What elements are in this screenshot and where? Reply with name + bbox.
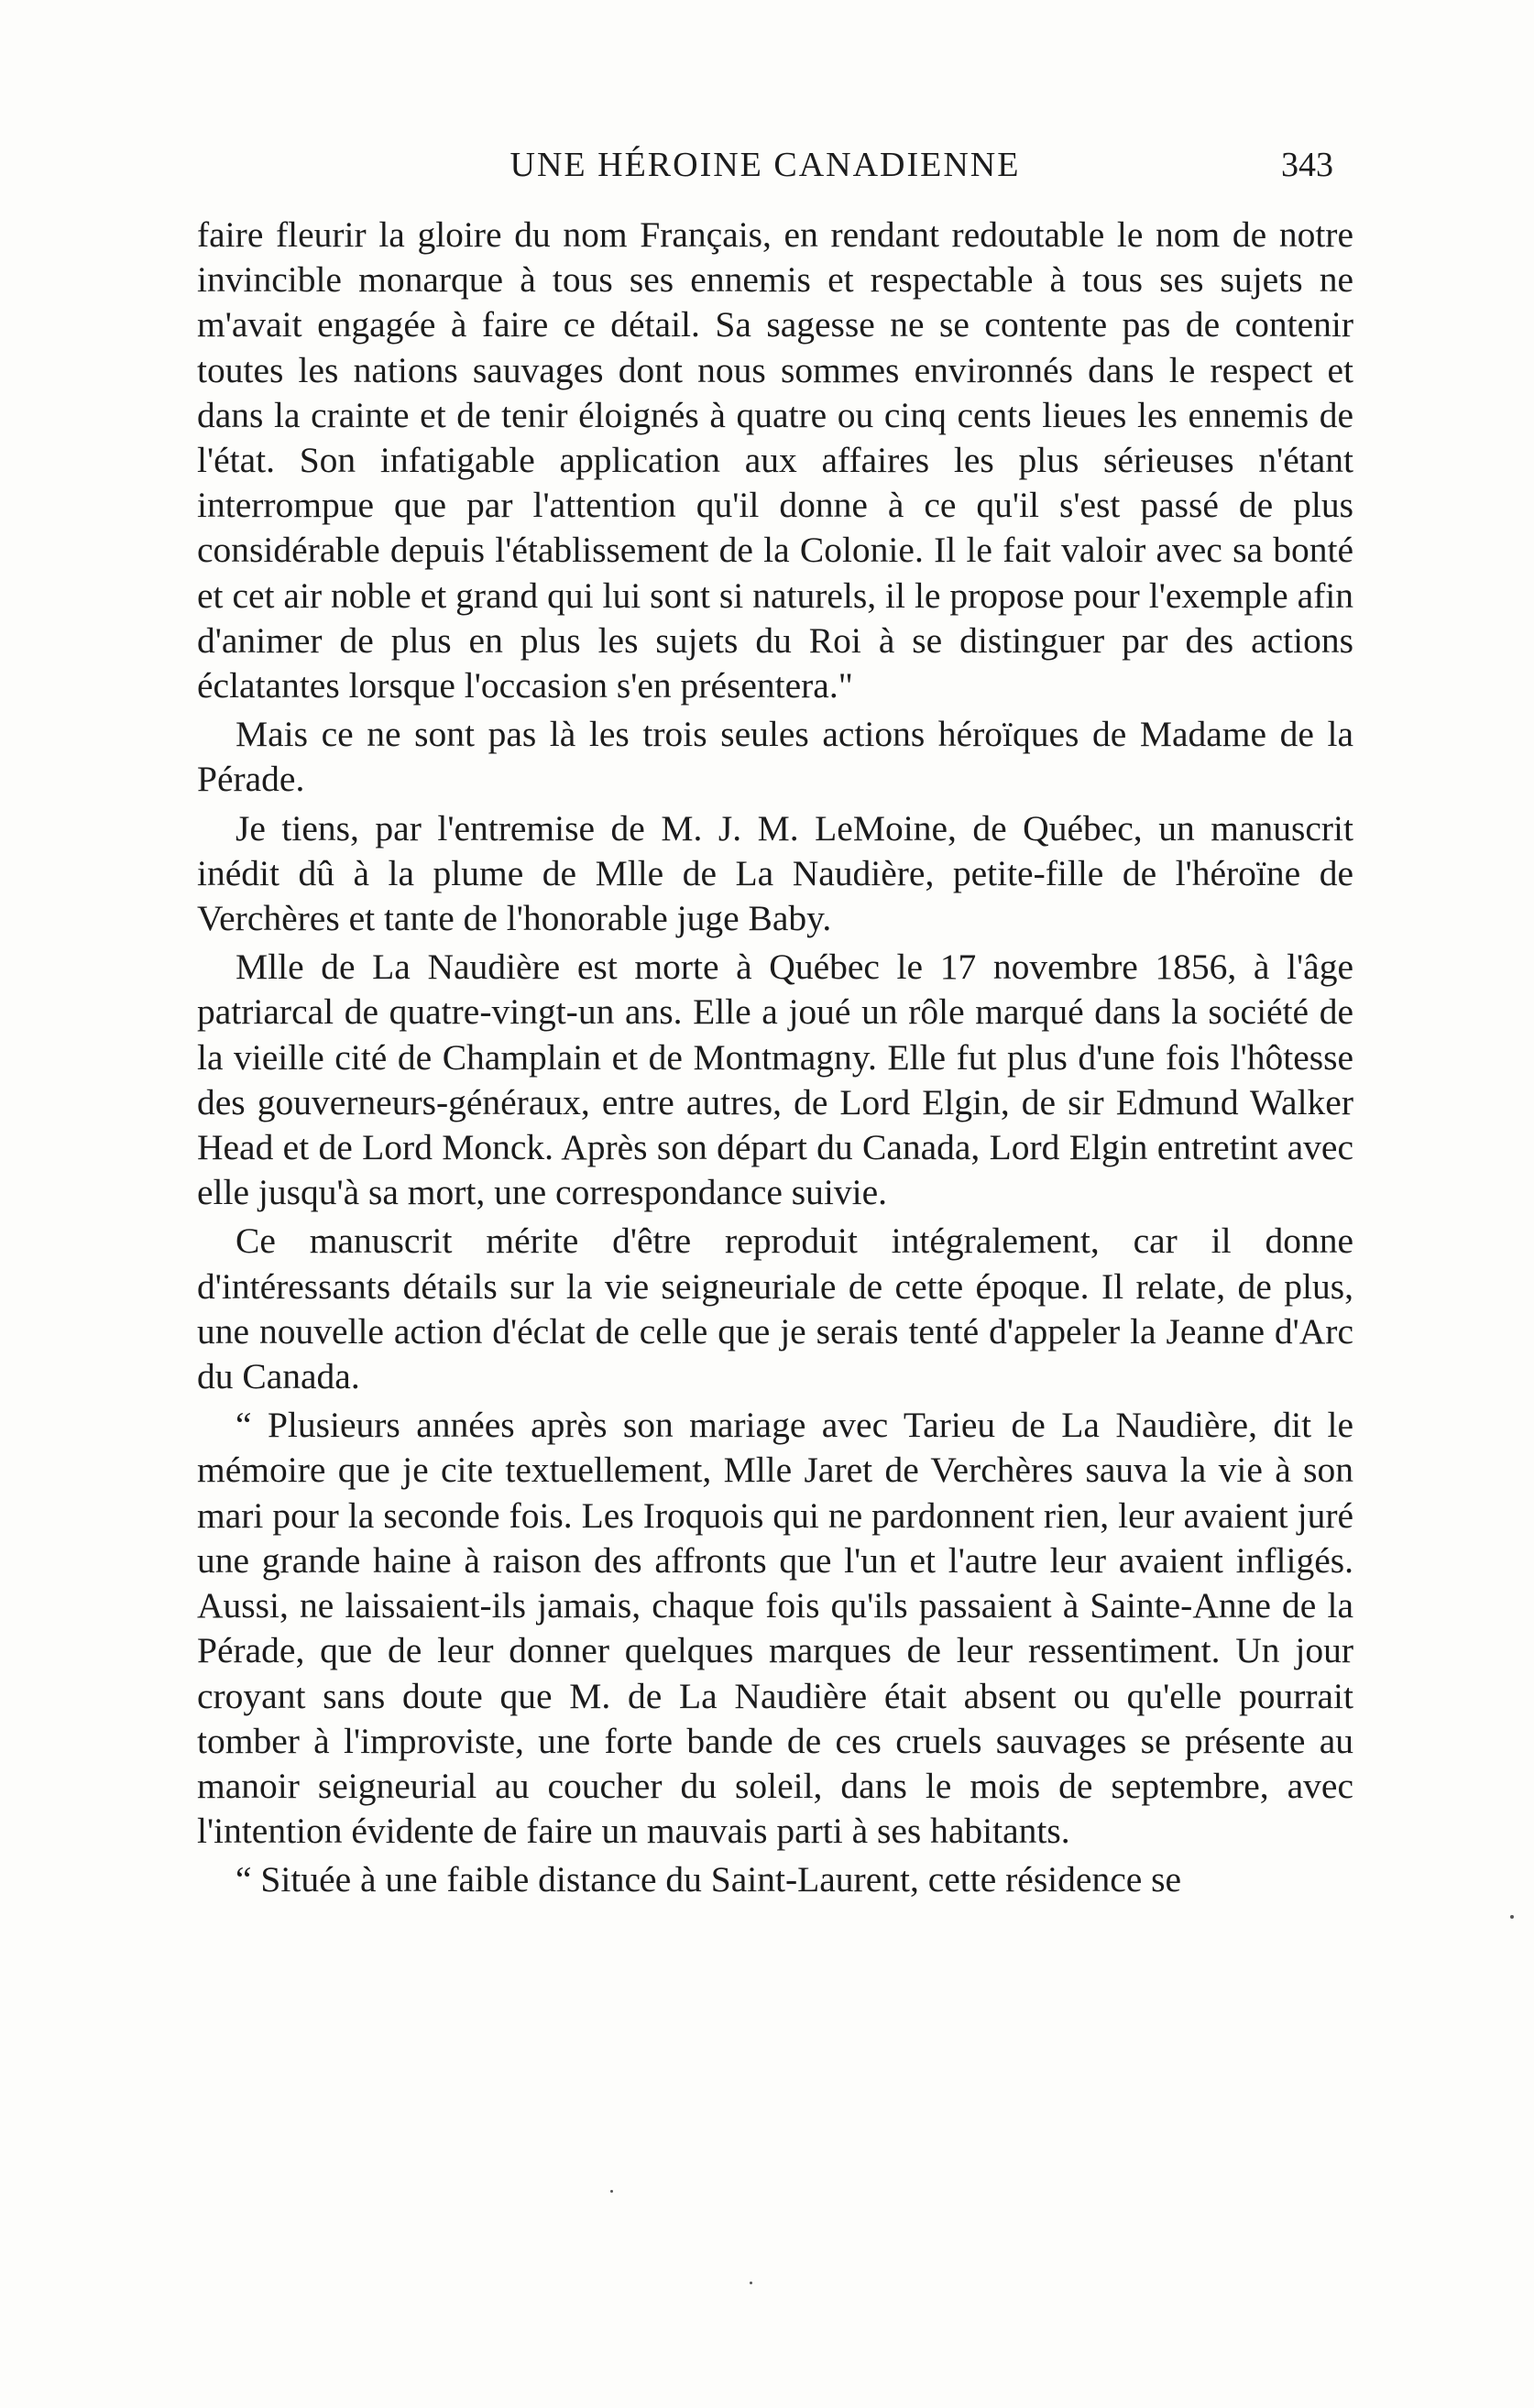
running-head [197,139,1333,191]
paragraph: Mais ce ne sont pas là les trois seules actions héroïques de Madame de la Pérade. [197,714,1353,800]
running-title: UNE HÉROINE CANADIENNE [510,146,1021,184]
paragraph: “ Située à une faible distance du Saint-Laurent, cette résidence se [236,1859,1182,1900]
paragraph-continued: faire fleurir la gloire du nom Français, en rendant redoutable le nom de notre invincible monarque à tous ses ennemis et respectable à tous ses sujets ne m'avait engagée à faire ce détail. Sa sagesse ne se contente pas de contenir toutes les nations sauvages dont nous sommes environnés dans le respect et dans la crainte et de tenir éloignés à quatre ou cinq cents lieues les ennemis de l'état. Son infatigable application aux affaires les plus sérieuses n'étant interrompue que par l'attention qu'il donne à ce qu'il s'est passé de plus considérable depuis l'établissement de la Colonie. Il le fait valoir avec sa bonté et cet air noble et grand qui lui sont si naturels, il le propose pour l'exemple afin d'animer de plus en plus les sujets du Roi à se distinguer par des actions éclatantes lorsque l'occasion s'en présentera." [197,214,1353,706]
paragraph: Je tiens, par l'entremise de M. J. M. LeMoine, de Québec, un manuscrit inédit dû à la plume de Mlle de La Naudière, petite-fille de l'héroïne de Verchères et tante de l'honorable juge Baby. [197,807,1353,939]
body-text [197,213,1353,1907]
ink-speck [1510,1915,1514,1919]
page-number: 343 [1281,146,1333,184]
ink-speck [610,2190,613,2193]
paragraph: Mlle de La Naudière est morte à Québec le 17 novembre 1856, à l'âge patriarcal de quatre-vingt-un ans. Elle a joué un rôle marqué dans la société de la vieille cité de Champlain et de Montmagny. Elle fut plus d'une fois l'hôtesse des gouverneurs-généraux, entre autres, de Lord Elgin, de sir Edmund Walker Head et de Lord Monck. Après son départ du Canada, Lord Elgin entretint avec elle jusqu'à sa mort, une correspondance suivie. [197,947,1353,1213]
paragraph: “ Plusieurs années après son mariage avec Tarieu de La Naudière, dit le mémoire que je cite textuellement, Mlle Jaret de Verchères sauva la vie à son mari pour la seconde fois. Les Iroquois qui ne pardonnent rien, leur avaient juré une grande haine à raison des affronts que l'un et l'autre leur avaient infligés. Aussi, ne laissaient-ils jamais, chaque fois qu'ils passaient à Sainte-Anne de la Pérade, que de leur donner quelques marques de leur ressentiment. Un jour croyant sans doute que M. de La Naudière était absent ou qu'elle pourrait tomber à l'improviste, une forte bande de ces cruels sauvages se présente au manoir seigneurial au coucher du soleil, dans le mois de septembre, avec l'intention évidente de faire un mauvais parti à ses habitants. [197,1405,1353,1852]
ink-speck [750,2282,752,2284]
paragraph: Ce manuscrit mérite d'être reproduit intégralement, car il donne d'intéressants détails sur la vie seigneuriale de cette époque. Il relate, de plus, une nouvelle action d'éclat de celle que je serais tenté d'appeler la Jeanne d'Arc du Canada. [197,1220,1353,1397]
